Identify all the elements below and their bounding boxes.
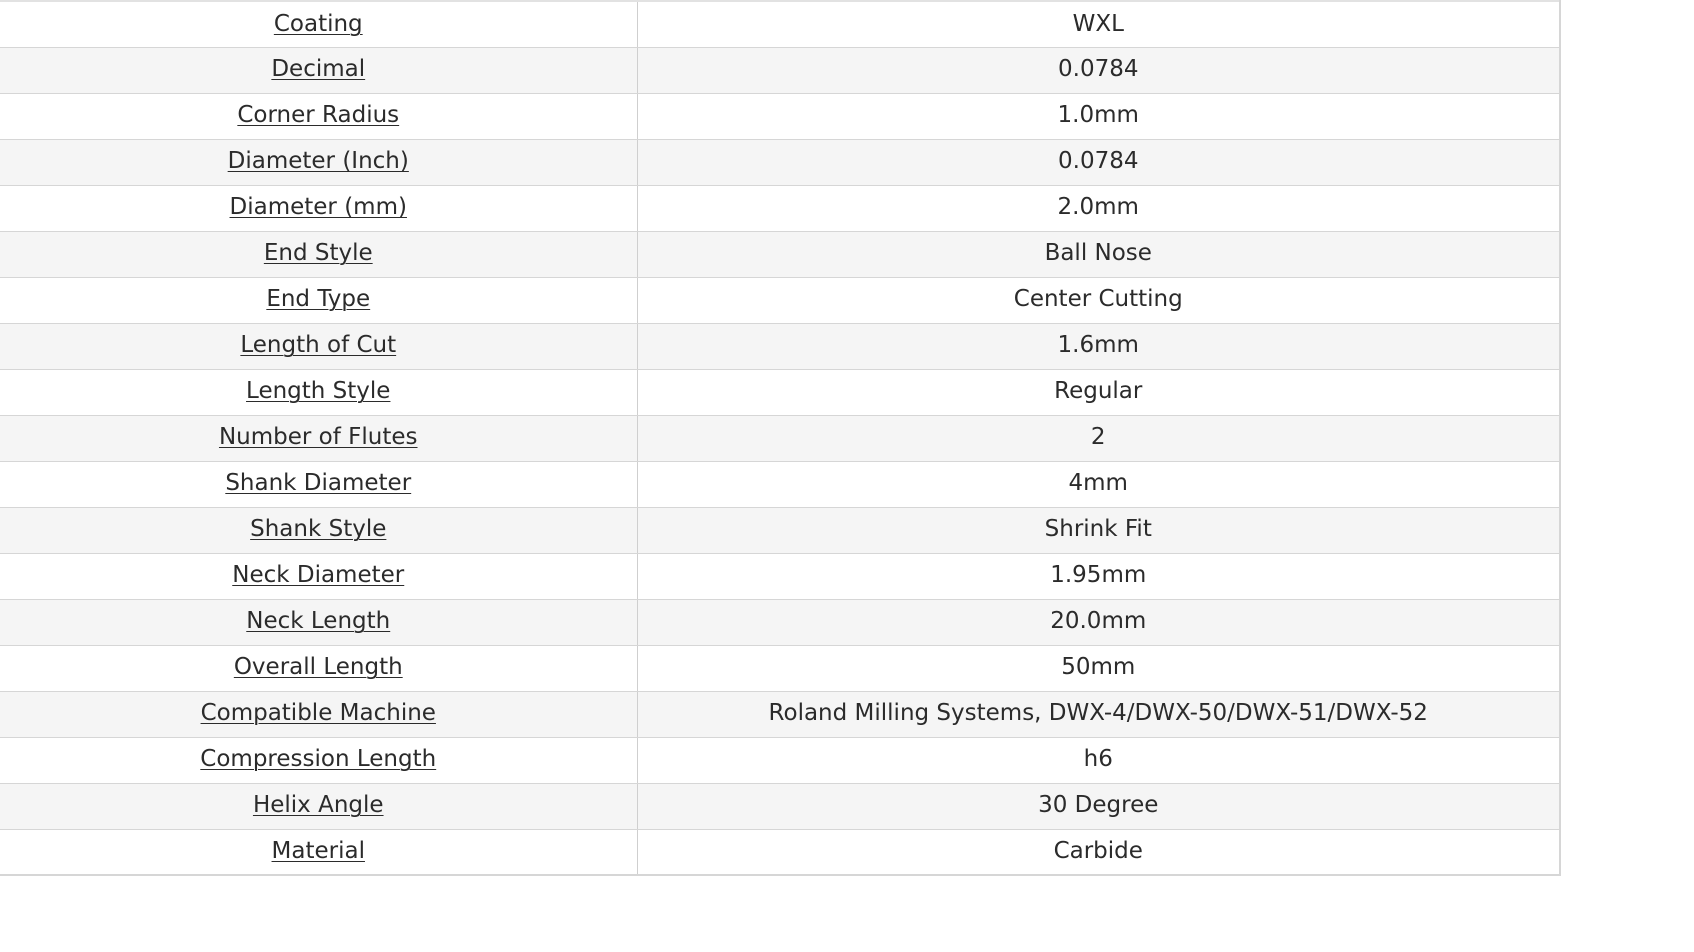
spec-value-corner-radius: 1.0mm: [637, 93, 1560, 139]
spec-label-link-shank-style[interactable]: Shank Style: [250, 516, 387, 543]
spec-label-link-length-of-cut[interactable]: Length of Cut: [240, 332, 397, 359]
spec-value-neck-length: 20.0mm: [637, 599, 1560, 645]
spec-label-cell: [0, 185, 637, 231]
spec-label-link-compatible-machine[interactable]: Compatible Machine: [200, 700, 436, 727]
spec-row-corner-radius: [0, 93, 1560, 139]
specifications-table-body: [0, 1, 1560, 875]
spec-label-cell: [0, 1, 637, 47]
spec-label-cell: [0, 369, 637, 415]
spec-value-compression-length: h6: [637, 737, 1560, 783]
spec-row-compatible-machine: [0, 691, 1560, 737]
spec-value-material: Carbide: [637, 829, 1560, 875]
spec-label-cell: [0, 47, 637, 93]
spec-row-shank-diameter: [0, 461, 1560, 507]
spec-label-link-end-style[interactable]: End Style: [263, 240, 373, 267]
spec-label-cell: [0, 461, 637, 507]
spec-row-shank-style: [0, 507, 1560, 553]
spec-label-cell: [0, 139, 637, 185]
spec-value-helix-angle: 30 Degree: [637, 783, 1560, 829]
spec-label-link-end-type[interactable]: End Type: [266, 286, 371, 313]
spec-label-link-helix-angle[interactable]: Helix Angle: [252, 792, 384, 819]
spec-value-shank-style: Shrink Fit: [637, 507, 1560, 553]
spec-label-link-diameter-inch[interactable]: Diameter (Inch): [227, 148, 409, 175]
spec-value-length-of-cut: 1.6mm: [637, 323, 1560, 369]
spec-row-compression-length: [0, 737, 1560, 783]
spec-label-link-neck-length[interactable]: Neck Length: [246, 608, 391, 635]
spec-row-end-style: [0, 231, 1560, 277]
spec-row-overall-length: [0, 645, 1560, 691]
spec-row-length-of-cut: [0, 323, 1560, 369]
spec-label-link-corner-radius[interactable]: Corner Radius: [237, 102, 400, 129]
spec-value-shank-diameter: 4mm: [637, 461, 1560, 507]
spec-value-end-style: Ball Nose: [637, 231, 1560, 277]
spec-value-end-type: Center Cutting: [637, 277, 1560, 323]
spec-label-cell: [0, 829, 637, 875]
spec-label-cell: [0, 691, 637, 737]
spec-label-link-length-style[interactable]: Length Style: [246, 378, 391, 405]
spec-label-cell: [0, 507, 637, 553]
spec-label-cell: [0, 783, 637, 829]
spec-row-neck-length: [0, 599, 1560, 645]
spec-row-diameter-mm: [0, 185, 1560, 231]
spec-value-number-of-flutes: 2: [637, 415, 1560, 461]
spec-label-cell: [0, 645, 637, 691]
spec-row-length-style: [0, 369, 1560, 415]
spec-value-overall-length: 50mm: [637, 645, 1560, 691]
spec-value-diameter-inch: 0.0784: [637, 139, 1560, 185]
spec-label-link-decimal[interactable]: Decimal: [271, 56, 366, 83]
spec-label-cell: [0, 93, 637, 139]
spec-row-diameter-inch: [0, 139, 1560, 185]
spec-value-decimal: 0.0784: [637, 47, 1560, 93]
spec-label-cell: [0, 737, 637, 783]
spec-label-cell: [0, 415, 637, 461]
spec-row-end-type: [0, 277, 1560, 323]
spec-label-link-coating[interactable]: Coating: [273, 10, 363, 37]
spec-row-material: [0, 829, 1560, 875]
spec-label-cell: [0, 599, 637, 645]
spec-label-link-diameter-mm[interactable]: Diameter (mm): [229, 194, 407, 221]
spec-label-link-compression-length[interactable]: Compression Length: [200, 746, 437, 773]
spec-row-neck-diameter: [0, 553, 1560, 599]
spec-label-cell: [0, 231, 637, 277]
spec-value-neck-diameter: 1.95mm: [637, 553, 1560, 599]
spec-label-link-overall-length[interactable]: Overall Length: [233, 654, 403, 681]
spec-value-coating: WXL: [637, 1, 1560, 47]
spec-label-cell: [0, 277, 637, 323]
spec-label-link-neck-diameter[interactable]: Neck Diameter: [232, 562, 405, 589]
spec-row-decimal: [0, 47, 1560, 93]
spec-row-number-of-flutes: [0, 415, 1560, 461]
spec-value-diameter-mm: 2.0mm: [637, 185, 1560, 231]
spec-row-coating: [0, 1, 1560, 47]
spec-row-helix-angle: [0, 783, 1560, 829]
spec-value-compatible-machine: Roland Milling Systems, DWX-4/DWX-50/DWX-51/DWX-52: [637, 691, 1560, 737]
spec-label-link-material[interactable]: Material: [271, 838, 365, 865]
spec-label-cell: [0, 323, 637, 369]
spec-value-length-style: Regular: [637, 369, 1560, 415]
spec-label-link-shank-diameter[interactable]: Shank Diameter: [225, 470, 412, 497]
spec-label-cell: [0, 553, 637, 599]
spec-label-link-number-of-flutes[interactable]: Number of Flutes: [218, 424, 418, 451]
